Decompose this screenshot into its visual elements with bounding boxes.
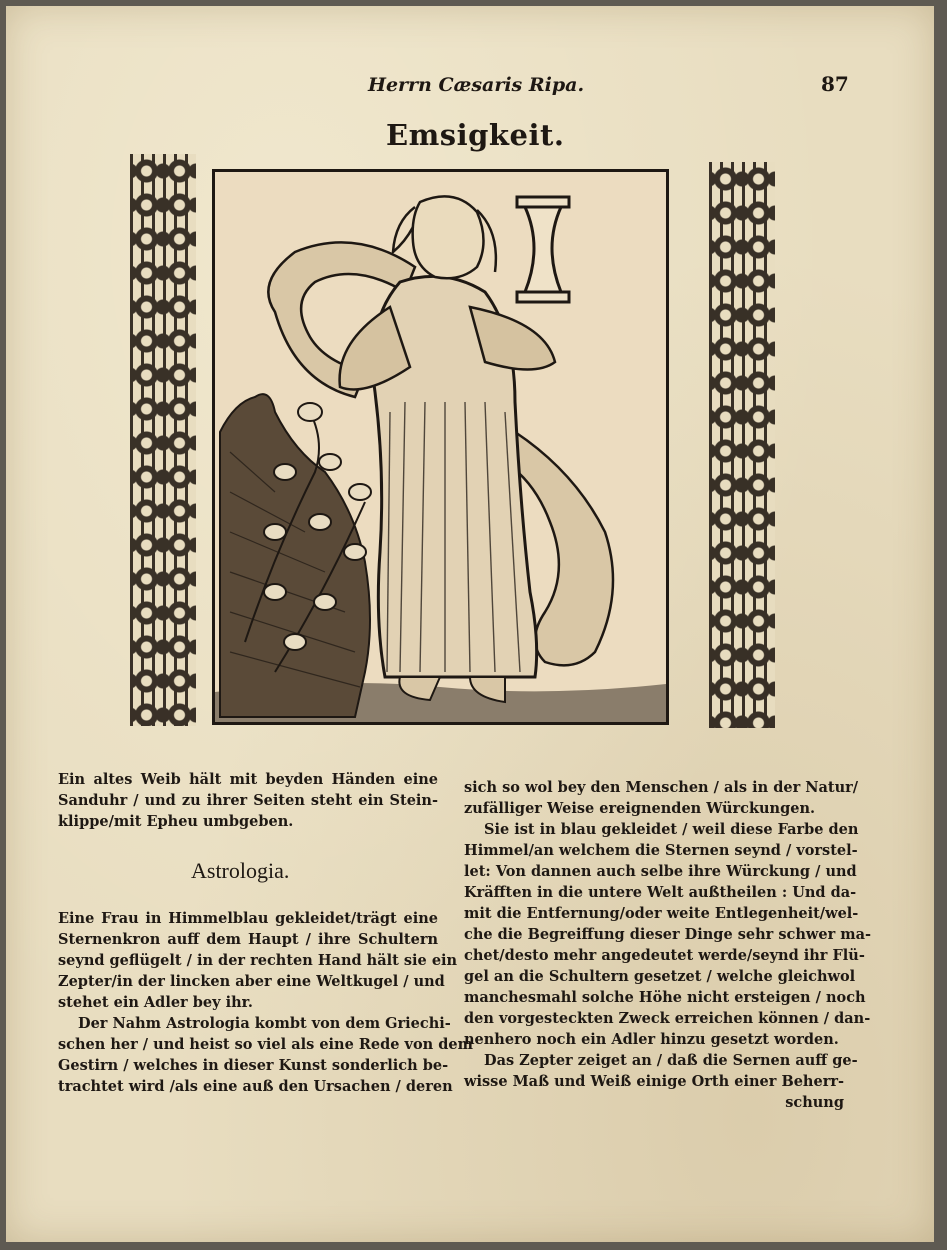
text-line: mit die Entfernung/oder weite Entlegenheit/wel- <box>464 905 859 922</box>
text-line: gel an die Schultern gesetzet / welche gleichwol <box>464 968 856 985</box>
paragraph-name-origin-cont <box>58 1034 473 1097</box>
woodcut-illustration <box>212 169 669 725</box>
right-column <box>464 777 872 1113</box>
paragraph-blue-clothing <box>464 819 872 1050</box>
text-line: Himmel/an welchem die Sternen seynd / vorstel- <box>464 842 858 859</box>
paragraph-astrologia-description <box>58 908 458 1013</box>
paragraph-description <box>58 769 438 832</box>
text-line: Kräfften in die untere Welt außtheilen : Und da- <box>464 884 857 901</box>
text-line: chet/desto mehr angedeutet werde/seynd ihr Flü- <box>464 947 865 964</box>
text-line: trachtet wird /als eine auß den Ursachen / deren <box>58 1078 453 1095</box>
text-line: klippe/mit Epheu umbgeben. <box>58 813 294 830</box>
text-line: stehet ein Adler bey ihr. <box>58 994 253 1011</box>
paragraph-continuation <box>464 777 859 819</box>
section-heading: Astrologia. <box>191 858 290 883</box>
left-column <box>58 769 438 832</box>
woodcut-drawing <box>215 172 666 722</box>
text-line: sich so wol bey den Menschen / als in der Natur/ <box>464 779 859 796</box>
text-line: schen her / und heist so viel als eine Rede von dem <box>58 1036 473 1053</box>
text-line: seynd geflügelt / in der rechten Hand hält sie ein <box>58 952 458 969</box>
text-line: manchesmahl solche Höhe nicht ersteigen / noch <box>464 989 866 1006</box>
text-line: let: Von dannen auch selbe ihre Würckung / und <box>464 863 857 880</box>
text-line: Eine Frau in Himmelblau gekleidet/trägt eine <box>58 910 438 927</box>
page-title: Emsigkeit. <box>386 118 565 152</box>
paragraph-sceptre <box>464 1050 858 1092</box>
page-number: 87 <box>821 72 849 96</box>
text-line: wisse Maß und Weiß einige Orth einer Beherr- <box>464 1073 844 1090</box>
catchword: schung <box>785 1094 844 1111</box>
text-line: Der Nahm Astrologia kombt von dem Griechi- <box>78 1015 451 1032</box>
running-head: Herrn Cæsaris Ripa. <box>368 74 585 96</box>
text-line: nenhero noch ein Adler hinzu gesetzt worden. <box>464 1031 839 1048</box>
text-line: Ein altes Weib hält mit beyden Händen eine <box>58 771 438 788</box>
ornamental-border-right <box>709 162 775 728</box>
text-line: Sanduhr / und zu ihrer Seiten steht ein Stein- <box>58 792 438 809</box>
text-line: Gestirn / welches in dieser Kunst sonderlich be- <box>58 1057 449 1074</box>
paragraph-name-origin <box>58 1013 451 1034</box>
text-line: den vorgesteckten Zweck erreichen können / dan- <box>464 1010 871 1027</box>
text-line: Sie ist in blau gekleidet / weil diese Farbe den <box>484 821 859 838</box>
left-column-lower <box>58 908 473 1097</box>
text-line: Das Zepter zeiget an / daß die Sernen auff ge- <box>484 1052 858 1069</box>
text-line: Zepter/in der lincken aber eine Weltkugel / und <box>58 973 445 990</box>
book-page <box>6 6 934 1242</box>
text-line: Sternenkron auff dem Haupt / ihre Schultern <box>58 931 438 948</box>
ornamental-border-left <box>130 154 196 726</box>
text-line: che die Begreiffung dieser Dinge sehr schwer ma- <box>464 926 872 943</box>
text-line: zufälliger Weise ereignenden Würckungen. <box>464 800 816 817</box>
